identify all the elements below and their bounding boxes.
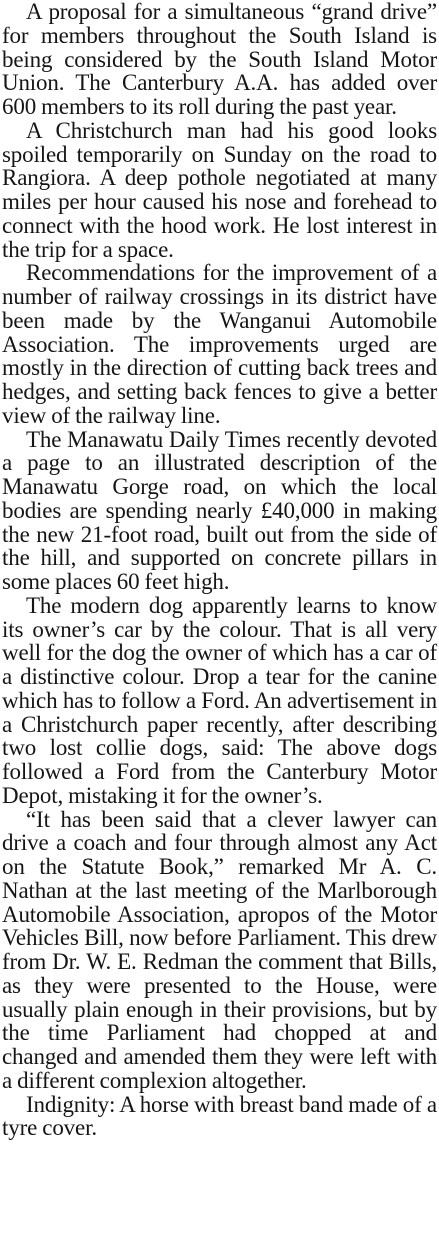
- paragraph-indignity: Indignity: A horse with breast band made of a tyre cover.: [2, 1091, 437, 1141]
- paragraph-modern-dog: The modern dog apparently learns to know its owner’s car by the colour. That is all very well for the dog the owner of which has a car of a distinctive colour. Drop a tear for the canine which has to follow a Ford. An advertisement in a Christchurch paper recently, after describing two lost collie dogs, said: The above dogs followed a Ford from the Canterbury Motor Depot, mistaking it for the owner’s.: [2, 592, 437, 808]
- paragraph-grand-drive: A proposal for a simultaneous “grand drive” for members throughout the South Island is being considered by the South Island Motor Union. The Canterbury A.A. has added over 600 members to its roll during the past year.: [2, 0, 437, 119]
- paragraph-pothole: A Christchurch man had his good looks spoiled temporarily on Sunday on the road to Rangiora. A deep pothole negotiated at many miles per hour caused his nose and forehead to connect with the hood work. He lost interest in the trip for a space.: [2, 117, 437, 262]
- paragraph-motor-vehicles-bill: “It has been said that a clever lawyer can drive a coach and four through almost any Act on the Statute Book,” remarked Mr A. C. Nathan at the last meeting of the Marlborough Automobile Association, apropos of the Motor Vehicles Bill, now before Parliament. This drew from Dr. W. E. Redman the comment that Bills, as they were presented to the House, were usually plain enough in their provisions, but by the time Parliament had chopped at and changed and amended them they were left with a different complexion altogether.: [2, 806, 437, 1093]
- paragraph-gorge-road: The Manawatu Daily Times recently devoted a page to an illustrated description of the Manawatu Gorge road, on which the local bodies are spending nearly £40,000 in making the new 21-foot road, built out from the side of the hill, and supported on concrete pillars in some places 60 feet high.: [2, 426, 437, 594]
- paragraph-railway-crossings: Recommendations for the improvement of a number of railway crossings in its district have been made by the Wanganui Automobile Association. The improvements urged are mostly in the direction of cutting back trees and hedges, and setting back fences to give a better view of the railway line.: [2, 260, 437, 428]
